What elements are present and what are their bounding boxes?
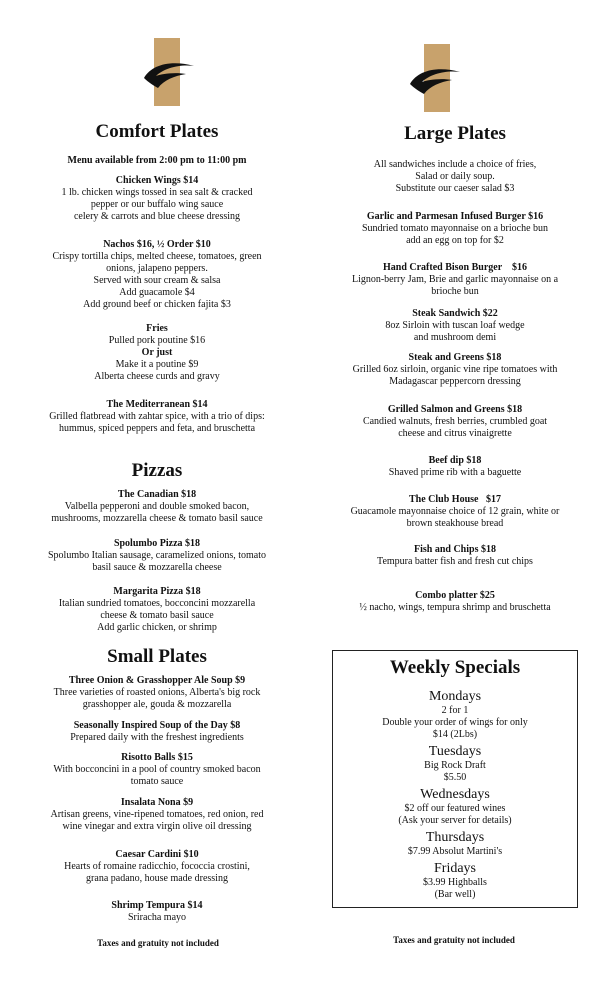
menu-hours: Menu available from 2:00 pm to 11:00 pm	[67, 155, 247, 166]
menu-item: Chicken Wings $14 1 lb. chicken wings tossed in sea salt & cracked pepper or our buffalo wing sauce celery & carrots and blue cheese dressing	[61, 175, 253, 222]
menu-item: Insalata Nona $9 Artisan greens, vine-ripened tomatoes, red onion, red wine vinegar and extra virgin olive oil dressing	[50, 797, 264, 832]
pizzas-title: Pizzas	[131, 460, 183, 481]
menu-item: Seasonally Inspired Soup of the Day $8 Prepared daily with the freshest ingredients	[70, 720, 244, 743]
menu-item: Three Onion & Grasshopper Ale Soup $9 Three varieties of roasted onions, Alberta's big rock grasshopper ale, gouda & mozzarella	[53, 675, 261, 710]
menu-item: Hand Crafted Bison Burger $16 Lignon-berry Jam, Brie and garlic mayonnaise on a brioche bun	[351, 262, 559, 297]
menu-item: Grilled Salmon and Greens $18 Candied walnuts, fresh berries, crumbled goat cheese and citrus vinaigrette	[362, 404, 548, 439]
menu-item: Shrimp Tempura $14 Sriracha mayo	[111, 900, 203, 923]
menu-item: Fries Pulled pork poutine $16 Or just Make it a poutine $9 Alberta cheese curds and gravy	[94, 323, 220, 382]
small-plates-title: Small Plates	[107, 646, 207, 667]
comfort-plates-title: Comfort Plates	[95, 121, 219, 142]
menu-item: Nachos $16, ½ Order $10 Crispy tortilla chips, melted cheese, tomatoes, green onions, jalapeno peppers. Served with sour cream & salsa Add guacamole $4 Add ground beef or chicken fajita $3	[52, 239, 262, 310]
logo-right	[406, 44, 466, 112]
menu-item: The Canadian $18 Valbella pepperoni and double smoked bacon, mushrooms, mozzarella cheese & tomato basil sauce	[51, 489, 263, 524]
menu-item: Garlic and Parmesan Infused Burger $16 Sundried tomato mayonnaise on a brioche bun add an egg on top for $2	[361, 211, 549, 246]
weekly-specials-title: Weekly Specials	[389, 657, 521, 678]
menu-item: Combo platter $25 ½ nacho, wings, tempura shrimp and bruschetta	[359, 590, 551, 613]
menu-item: Risotto Balls $15 With bocconcini in a pool of country smoked bacon tomato sauce	[53, 752, 261, 787]
menu-item: Spolumbo Pizza $18 Spolumbo Italian sausage, caramelized onions, tomato basil sauce & mozzarella cheese	[48, 538, 266, 573]
menu-item: Margarita Pizza $18 Italian sundried tomatoes, bocconcini mozzarella cheese & tomato basil sauce Add garlic chicken, or shrimp	[58, 586, 256, 633]
special-day: Thursdays	[425, 830, 485, 845]
menu-item: Caesar Cardini $10 Hearts of romaine radicchio, fococcia crostini, grana padano, house made dressing	[64, 849, 250, 884]
special-day: Mondays	[428, 689, 482, 704]
weekly-specials-box: Weekly Specials Mondays 2 for 1 Double your order of wings for only $14 (2Lbs) Tuesdays Big Rock Draft $5.50 Wednesdays $2 off our featured wines (Ask your server for details) Thursdays $7.99 Absolut Martini's Fridays $3.99 Highballs (Bar well)	[332, 650, 578, 908]
special-day: Wednesdays	[420, 787, 490, 802]
large-plates-title: Large Plates	[404, 123, 506, 144]
special-day: Tuesdays	[428, 744, 482, 759]
menu-item: Steak and Greens $18 Grilled 6oz sirloin, organic vine ripe tomatoes with Madagascar peppercorn dressing	[352, 352, 558, 387]
logo-left	[140, 38, 200, 106]
menu-item: Fish and Chips $18 Tempura batter fish and fresh cut chips	[377, 544, 533, 567]
left-footer: Taxes and gratuity not included	[97, 938, 219, 948]
right-footer: Taxes and gratuity not included	[393, 935, 515, 945]
menu-item: Steak Sandwich $22 8oz Sirloin with tuscan loaf wedge and mushroom demi	[385, 308, 525, 343]
menu-item: The Mediterranean $14 Grilled flatbread with zahtar spice, with a trio of dips: hummus, spiced peppers and feta, and bruschetta	[49, 399, 265, 434]
special-day: Fridays	[434, 861, 476, 876]
menu-item: Beef dip $18 Shaved prime rib with a baguette	[388, 455, 522, 478]
menu-item: The Club House $17 Guacamole mayonnaise choice of 12 grain, white or brown steakhouse bread	[350, 494, 560, 529]
sandwich-note: All sandwiches include a choice of fries, Salad or daily soup. Substitute our caeser salad $3	[373, 159, 537, 194]
